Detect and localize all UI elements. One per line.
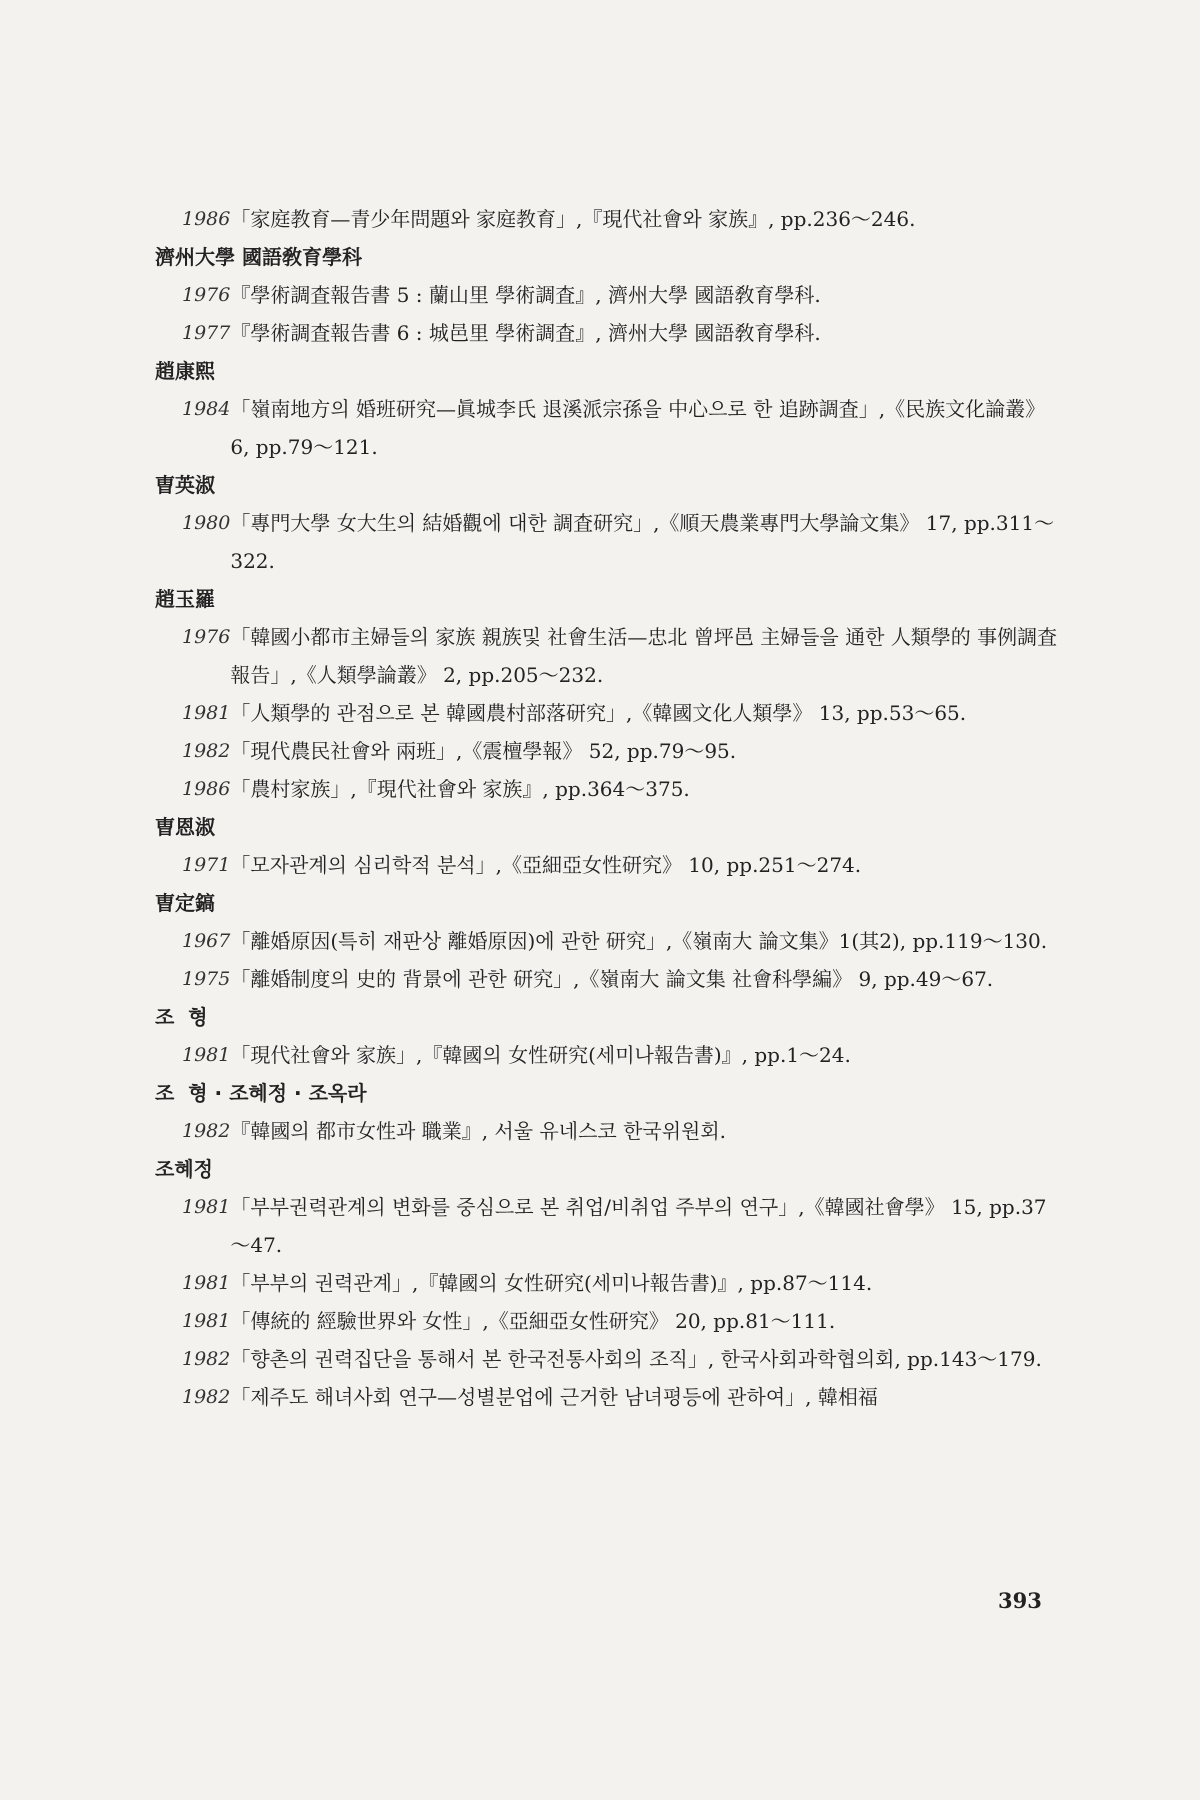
entry-year: 1982 bbox=[182, 1386, 231, 1408]
bibliography-entry bbox=[155, 1378, 1065, 1416]
author-heading: 濟州大學 國語敎育學科 bbox=[155, 245, 362, 269]
entry-citation: 『韓國의 都市女性과 職業』, 서울 유네스코 한국위원회. bbox=[230, 1119, 727, 1143]
entry-citation: 「부부권력관계의 변화를 중심으로 본 취업/비취업 주부의 연구」,《韓國社會學》 15, pp.37～47. bbox=[230, 1195, 1047, 1257]
entry-year: 1982 bbox=[182, 1120, 231, 1142]
entry-citation: 「現代社會와 家族」,『韓國의 女性研究(세미나報告書)』, pp.1～24. bbox=[230, 1043, 851, 1067]
bibliography-entry bbox=[155, 694, 1065, 732]
entry-year: 1986 bbox=[182, 778, 231, 800]
author-heading: 趙康熙 bbox=[155, 359, 215, 383]
entry-year: 1981 bbox=[182, 1310, 231, 1332]
bibliography-entry bbox=[155, 314, 1065, 352]
bibliography-entry bbox=[155, 200, 1065, 238]
entry-citation: 「韓國小都市主婦들의 家族 親族및 社會生活—忠北 曾坪邑 主婦들을 通한 人類學的 事例調査報告」,《人類學論叢》 2, pp.205～232. bbox=[230, 625, 1058, 687]
author-heading: 조 형 · 조혜정 · 조옥라 bbox=[155, 1081, 367, 1105]
entry-year: 1976 bbox=[182, 626, 231, 648]
author-heading: 曺恩淑 bbox=[155, 815, 215, 839]
bibliography-entry bbox=[155, 1036, 1065, 1074]
bibliography-entry bbox=[155, 960, 1065, 998]
bibliography-entry bbox=[155, 922, 1065, 960]
bibliography-entry bbox=[155, 618, 1065, 694]
entry-citation: 「모자관계의 심리학적 분석」,《亞細亞女性研究》 10, pp.251～274. bbox=[230, 853, 862, 877]
entry-year: 1975 bbox=[182, 968, 231, 990]
author-heading: 조혜정 bbox=[155, 1157, 213, 1181]
entry-year: 1967 bbox=[182, 930, 231, 952]
entry-citation: 『學術調査報告書 5 : 蘭山里 學術調査』, 濟州大學 國語敎育學科. bbox=[230, 283, 821, 307]
entry-citation: 「離婚制度의 史的 背景에 관한 研究」,《嶺南大 論文集 社會科學編》 9, pp.49～67. bbox=[230, 967, 994, 991]
entry-citation: 「人類學的 관점으로 본 韓國農村部落研究」,《韓國文化人類學》 13, pp.53～65. bbox=[230, 701, 967, 725]
entry-citation: 『學術調査報告書 6 : 城邑里 學術調査』, 濟州大學 國語敎育學科. bbox=[230, 321, 821, 345]
entry-citation: 「離婚原因(특히 재판상 離婚原因)에 관한 研究」,《嶺南大 論文集》1(其2), pp.119～130. bbox=[230, 929, 1048, 953]
entry-citation: 「향촌의 권력집단을 통해서 본 한국전통사회의 조직」, 한국사회과학협의회, pp.143～179. bbox=[230, 1347, 1042, 1371]
entry-year: 1984 bbox=[182, 398, 231, 420]
entry-year: 1971 bbox=[182, 854, 231, 876]
entry-citation: 「傳統的 經驗世界와 女性」,《亞細亞女性研究》 20, pp.81～111. bbox=[230, 1309, 836, 1333]
bibliography-entry bbox=[155, 732, 1065, 770]
entry-citation: 「제주도 해녀사회 연구—성별분업에 근거한 남녀평등에 관하여」, 韓相福 bbox=[230, 1385, 878, 1409]
entry-year: 1976 bbox=[182, 284, 231, 306]
entry-year: 1980 bbox=[182, 512, 231, 534]
entry-year: 1981 bbox=[182, 1044, 231, 1066]
bibliography-entry bbox=[155, 1112, 1065, 1150]
bibliography-list bbox=[155, 200, 1065, 1416]
entry-citation: 「農村家族」,『現代社會와 家族』, pp.364～375. bbox=[230, 777, 690, 801]
entry-year: 1981 bbox=[182, 1272, 231, 1294]
page-number: 393 bbox=[998, 1588, 1042, 1613]
entry-citation: 「嶺南地方의 婚班研究—眞城李氏 退溪派宗孫을 中心으로 한 追跡調査」,《民族文化論叢》 6, pp.79～121. bbox=[230, 397, 1046, 459]
bibliography-entry bbox=[155, 1340, 1065, 1378]
bibliography-entry bbox=[155, 1188, 1065, 1264]
entry-year: 1981 bbox=[182, 1196, 231, 1218]
author-heading: 曺定鎬 bbox=[155, 891, 215, 915]
entry-year: 1982 bbox=[182, 1348, 231, 1370]
entry-year: 1977 bbox=[182, 322, 231, 344]
entry-year: 1981 bbox=[182, 702, 231, 724]
bibliography-entry bbox=[155, 1264, 1065, 1302]
entry-year: 1982 bbox=[182, 740, 231, 762]
bibliography-entry bbox=[155, 390, 1065, 466]
entry-citation: 「專門大學 女大生의 結婚觀에 대한 調査研究」,《順天農業專門大學論文集》 17, pp.311～322. bbox=[230, 511, 1055, 573]
author-heading: 曺英淑 bbox=[155, 473, 215, 497]
bibliography-entry bbox=[155, 1302, 1065, 1340]
bibliography-entry bbox=[155, 770, 1065, 808]
author-heading: 趙玉羅 bbox=[155, 587, 215, 611]
bibliography-entry bbox=[155, 846, 1065, 884]
author-heading: 조 형 bbox=[155, 1005, 208, 1029]
entry-citation: 「부부의 권력관계」,『韓國의 女性研究(세미나報告書)』, pp.87～114. bbox=[230, 1271, 873, 1295]
entry-year: 1986 bbox=[182, 208, 231, 230]
bibliography-entry bbox=[155, 276, 1065, 314]
entry-citation: 「家庭教育—青少年問題와 家庭教育」,『現代社會와 家族』, pp.236～246. bbox=[230, 207, 916, 231]
entry-citation: 「現代農民社會와 兩班」,《震檀學報》 52, pp.79～95. bbox=[230, 739, 737, 763]
bibliography-entry bbox=[155, 504, 1065, 580]
